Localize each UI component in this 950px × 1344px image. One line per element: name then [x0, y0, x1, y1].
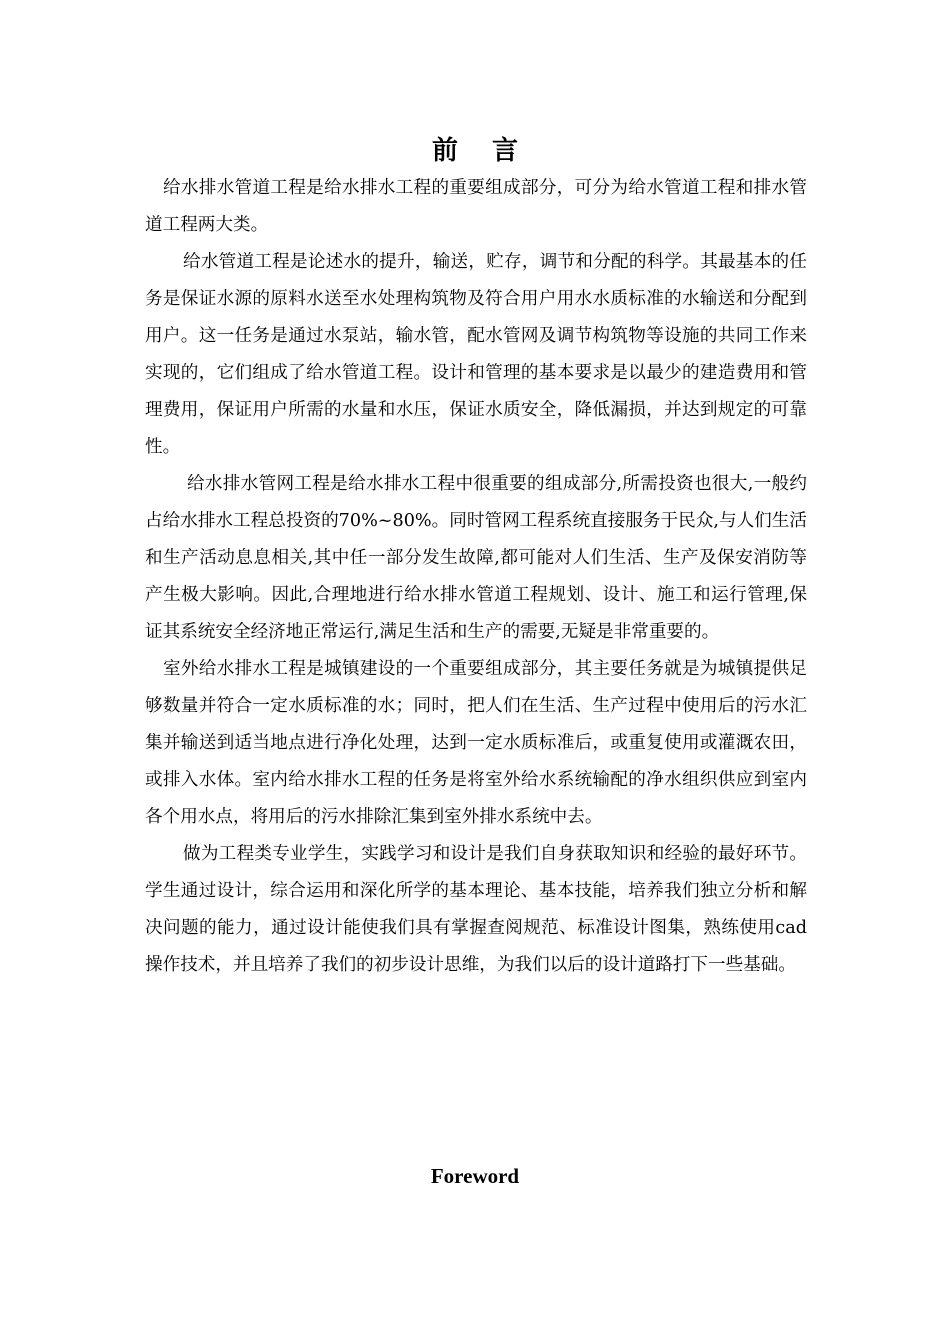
paragraph-2: 给水管道工程是论述水的提升，输送，贮存，调节和分配的科学。其最基本的任务是保证水源的原料水送至水处理构筑物及符合用户用水水质标准的水输送和分配到用户。这一任务是通过水泵站，输水管，配水管网及调节构筑物等设施的共同工作来实现的，它们组成了给水管道工程。设计和管理的基本要求是以最少的建造费用和管理费用，保证用户所需的水量和水压，保证水质安全，降低漏损，并达到规定的可靠性。: [145, 252, 807, 457]
title-char-2: 言: [492, 136, 519, 166]
paragraph-3: 给水排水管网工程是给水排水工程中很重要的组成部分,所需投资也很大,一般约占给水排水工程总投资的70%~80%。同时管网工程系统直接服务于民众,与人们生活和生产活动息息相关,其中任一部分发生故障,都可能对人们生活、生产及保安消防等产生极大影响。因此,合理地进行给水排水管道工程规划、设计、施工和运行管理,保证其系统安全经济地正常运行,满足生活和生产的需要,无疑是非常重要的。: [145, 474, 807, 642]
paragraph-5: 做为工程类专业学生，实践学习和设计是我们自身获取知识和经验的最好环节。学生通过设计，综合运用和深化所学的基本理论、基本技能，培养我们独立分析和解决问题的能力，通过设计能使我们具有掌握查阅规范、标准设计图集，熟练使用cad操作技术，并且培养了我们的初步设计思维，为我们以后的设计道路打下一些基础。: [145, 844, 807, 975]
body-text: [145, 170, 807, 984]
paragraph-1: 给水排水管道工程是给水排水工程的重要组成部分，可分为给水管道工程和排水管道工程两大类。: [145, 178, 807, 235]
paragraph-4: 室外给水排水工程是城镇建设的一个重要组成部分，其主要任务就是为城镇提供足够数量并符合一定水质标准的水；同时，把人们在生活、生产过程中使用后的污水汇集并输送到适当地点进行净化处理，达到一定水质标准后，或重复使用或灌溉农田，或排入水体。室内给水排水工程的任务是将室外给水系统输配的净水组织供应到室内各个用水点，将用后的污水排除汇集到室外排水系统中去。: [145, 659, 807, 827]
page-title: [0, 130, 950, 167]
title-char-1: 前: [431, 136, 458, 166]
foreword-heading: Foreword: [430, 1164, 520, 1188]
